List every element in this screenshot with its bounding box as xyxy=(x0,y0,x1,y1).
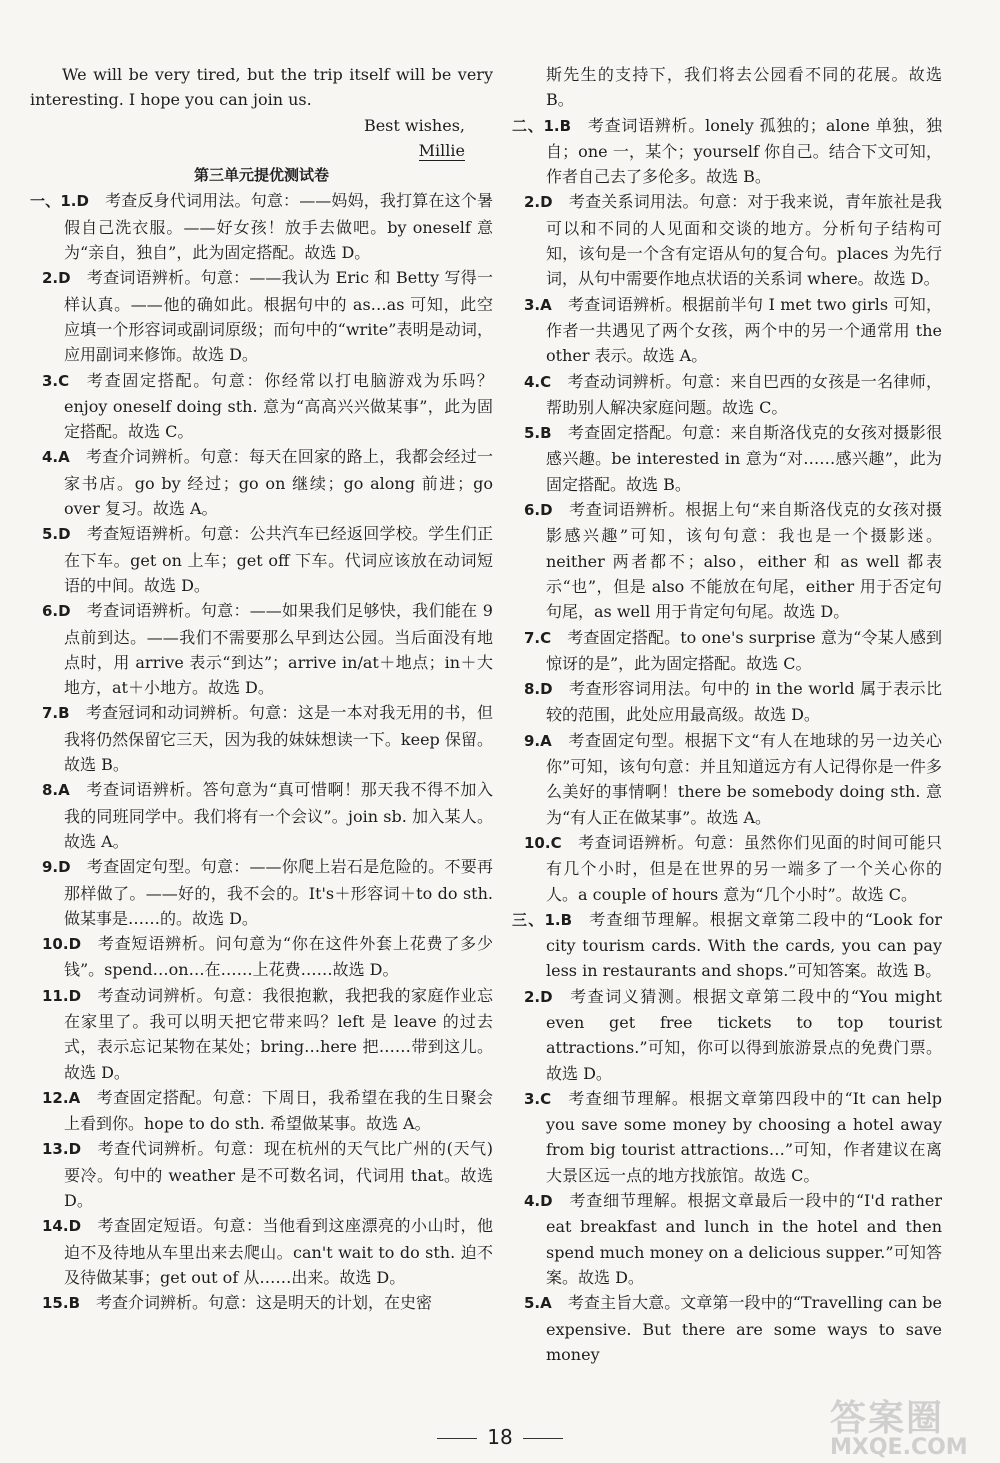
answer-item xyxy=(512,728,942,830)
answer-item xyxy=(30,854,493,931)
answer-item xyxy=(512,1290,942,1367)
answer-explanation: 考查词语辨析。句意：——如果我们足够快，我们能在 9 点前到达。——我们不需要那么早到达公园。当后面没有地点时，用 arrive 表示“到达”；arrive in/at＋地点；in＋大地方，at＋小地方。故选 D。 xyxy=(64,601,493,698)
answer-explanation: 考查固定句型。句意：——你爬上岩石是危险的。不要再那样做了。——好的，我不会的。It's＋形容词＋to do sth. 做某事是……的。故选 D。 xyxy=(64,857,493,928)
right-column xyxy=(512,62,942,1367)
part-label: 三、 xyxy=(512,910,545,929)
part-one-item-15-continuation: 斯先生的支持下，我们将去公园看不同的花展。故选 B。 xyxy=(546,65,942,110)
answer-explanation: 考查主旨大意。文章第一段中的“Travelling can be expensive. But there are some ways to save money xyxy=(546,1293,942,1364)
answer-explanation: 考查词语辨析。根据上句“来自斯洛伐克的女孩对摄影感兴趣”可知，该句句意：我也是一个摄影迷。neither 两者都不；also，either 和 as well 都表示“也”，但是 also 不能放在句尾，either 用于否定句句尾，as well 用于肯定句句尾。故选 D。 xyxy=(546,500,942,622)
answer-explanation: 考查词义猜测。根据文章第二段中的“You might even get free tickets to top tourist attractions.”可知，你可以得到旅游景点的免费门票。故选 D。 xyxy=(546,986,942,1083)
answer-number: 14.D xyxy=(42,1217,82,1236)
answer-explanation: 考查固定句型。根据下文“有人在地球的另一边关心你”可知，该句句意：并且知道远方有人记得你是一件多么美好的事情啊！there be somebody doing sth. 意为“有人正在做某事”。故选 A。 xyxy=(546,730,942,827)
answer-number: 7.C xyxy=(524,628,552,647)
answer-item xyxy=(512,676,942,728)
answer-number: 9.D xyxy=(42,858,71,877)
answer-explanation: 考查细节理解。根据文章第四段中的“It can help you save some money by choosing a hotel away from big tourist attractions…”可知，作者建议在离大景区远一点的地方找旅馆。故选 C。 xyxy=(546,1088,942,1185)
answer-item xyxy=(512,369,942,421)
answer-explanation: 考查短语辨析。问句意为“你在这件外套上花费了多少钱”。spend…on…在……上花费……故选 D。 xyxy=(64,934,493,980)
answer-number: 8.D xyxy=(524,680,553,699)
answer-number: 5.D xyxy=(42,525,71,544)
answer-item xyxy=(512,984,942,1086)
answer-explanation: 考查动词辨析。句意：来自巴西的女孩是一名律师，帮助别人解决家庭问题。故选 C。 xyxy=(546,371,942,417)
answer-number: 10.D xyxy=(42,935,82,954)
answer-item xyxy=(512,292,942,369)
answer-explanation: 考查动词辨析。句意：我很抱歉，我把我的家庭作业忘在家里了。我可以明天把它带来吗？left 是 leave 的过去式，表示忘记某物在某处；bring…here 把……带到这儿。故选 D。 xyxy=(64,985,493,1082)
answer-item xyxy=(512,625,942,677)
answer-item xyxy=(30,1213,493,1290)
answer-number: 10.C xyxy=(524,833,562,852)
letter-sign-off: Best wishes, xyxy=(363,115,465,135)
answer-item xyxy=(30,188,493,265)
answer-explanation: 考查词语辨析。句意：——我认为 Eric 和 Betty 写得一样认真。——他的确如此。根据句中的 as…as 可知，此空应填一个形容词或副词原级；而句中的“write”表明是动词，应用副词来修饰。故选 D。 xyxy=(64,268,493,365)
part-label: 二、 xyxy=(512,116,544,135)
answer-explanation: 考查固定搭配。句意：下周日，我希望在我的生日聚会上看到你。hope to do sth. 希望做某事。故选 A。 xyxy=(64,1087,493,1134)
answer-explanation: 考查固定搭配。句意：来自斯洛伐克的女孩对摄影很感兴趣。be interested in 意为“对……感兴趣”，此为固定搭配。故选 B。 xyxy=(546,423,942,494)
answer-explanation: 考查细节理解。根据文章最后一段中的“I'd rather eat breakfast and lunch in the hotel and then spend much money on a delicious supper.”可知答案。故选 D。 xyxy=(546,1191,942,1287)
answer-number: 4.C xyxy=(524,372,552,391)
answer-item xyxy=(512,1188,942,1290)
answer-explanation: 考查形容词用法。句中的 in the world 属于表示比较的范围，此处应用最高级。故选 D。 xyxy=(546,679,942,725)
answer-explanation: 考查词语辨析。根据前半句 I met two girls 可知，作者一共遇见了两个女孩，两个中的另一个通常用 the other 表示。故选 A。 xyxy=(546,294,942,366)
answer-explanation: 考查固定搭配。to one's surprise 意为“令某人感到惊讶的是”，此为固定搭配。故选 C。 xyxy=(546,627,942,673)
answer-number: 9.A xyxy=(524,731,552,750)
part-two-answers xyxy=(512,113,942,907)
answer-explanation: 考查代词辨析。句意：现在杭州的天气比广州的(天气)要冷。句中的 weather 是不可数名词，代词用 that。故选 D。 xyxy=(64,1139,493,1211)
answer-number: 11.D xyxy=(42,986,82,1005)
answer-item xyxy=(30,598,493,700)
answer-number: 1.B xyxy=(543,116,572,135)
answer-item xyxy=(512,189,942,291)
page-number: 18 xyxy=(0,1425,1000,1449)
answer-item xyxy=(512,830,942,907)
page-number-right-dash xyxy=(523,1438,563,1439)
left-column xyxy=(30,62,493,1317)
answer-explanation: 考查关系词用法。句意：对于我来说，青年旅社是我可以和不同的人见面和交谈的地方。分析句子结构可知，该句是一个含有定语从句的复合句。places 为先行词，从句中需要作地点状语的关系词 where。故选 D。 xyxy=(546,192,942,289)
part-label: 一、 xyxy=(30,192,61,211)
answer-item xyxy=(30,368,493,445)
answer-number: 6.D xyxy=(524,501,553,520)
answer-item xyxy=(512,907,942,984)
answer-explanation: 考查词语辨析。lonely 孤独的；alone 单独，独自；one 一，某个；yourself 你自己。结合下文可知，作者自己去了多伦多。故选 B。 xyxy=(546,115,942,187)
answer-item xyxy=(30,700,493,777)
answer-item xyxy=(30,444,493,521)
answer-number: 1.B xyxy=(544,910,573,929)
answer-item xyxy=(30,521,493,598)
section-title: 第三单元提优测试卷 xyxy=(193,166,329,185)
answer-item xyxy=(512,420,942,497)
watermark-site-text: MXQE.COM xyxy=(830,1435,968,1460)
answer-item xyxy=(512,497,942,624)
answer-number: 5.B xyxy=(524,424,552,443)
answer-number: 2.D xyxy=(524,193,553,212)
answer-number: 2.D xyxy=(42,269,71,288)
answer-explanation: 考查反身代词用法。句意：——妈妈，我打算在这个暑假自己洗衣服。——好女孩！放手去做吧。by oneself 意为“亲自，独自”，此为固定搭配。故选 D。 xyxy=(64,191,493,263)
answer-explanation: 考查细节理解。根据文章第二段中的“Look for city tourism cards. With the cards, you can pay less in restaurants and shops.”可知答案。故选 B。 xyxy=(546,909,942,981)
part-one-answers xyxy=(30,188,493,1316)
answer-item xyxy=(30,1136,493,1213)
answer-number: 4.A xyxy=(42,448,70,467)
answer-explanation: 考查冠词和动词辨析。句意：这是一本对我无用的书，但我将仍然保留它三天，因为我的妹妹想读一下。keep 保留。故选 B。 xyxy=(64,703,493,775)
answer-item xyxy=(30,1290,493,1316)
answer-number: 13.D xyxy=(42,1140,82,1159)
answer-explanation: 考查词语辨析。句意：虽然你们见面的时间可能只有几个小时，但是在世界的另一端多了一个关心你的人。a couple of hours 意为“几个小时”。故选 C。 xyxy=(546,832,942,904)
watermark-logo-text: 答案圈 xyxy=(830,1398,945,1439)
letter-signature: Millie xyxy=(418,140,465,160)
answer-number: 12.A xyxy=(42,1088,81,1107)
page-number-left-dash xyxy=(437,1438,477,1439)
answer-explanation: 考查词语辨析。答句意为“真可惜啊！那天我不得不加入我的同班同学中。我们将有一个会议”。join sb. 加入某人。故选 A。 xyxy=(64,780,493,851)
answer-item xyxy=(30,777,493,854)
answer-item xyxy=(30,931,493,983)
answer-explanation: 考查介词辨析。句意：这是明天的计划，在史密 xyxy=(96,1293,433,1313)
answer-number: 7.B xyxy=(42,704,70,723)
answer-explanation: 考查固定短语。句意：当他看到这座漂亮的小山时，他迫不及待地从车里出来去爬山。can't wait to do sth. 迫不及待做某事；get out of 从……出来。故选 D。 xyxy=(64,1216,493,1287)
answer-number: 3.C xyxy=(524,1089,552,1108)
answer-item xyxy=(30,1085,493,1137)
answer-number: 5.A xyxy=(524,1294,552,1313)
part-three-answers xyxy=(512,907,942,1367)
answer-number: 4.D xyxy=(524,1192,553,1211)
answer-explanation: 考查介词辨析。句意：每天在回家的路上，我都会经过一家书店。go by 经过；go on 继续；go along 前进；go over 复习。故选 A。 xyxy=(64,447,493,519)
answer-number: 2.D xyxy=(524,987,553,1006)
answer-number: 6.D xyxy=(42,602,71,621)
answer-number: 1.D xyxy=(60,192,89,211)
answer-explanation: 考查固定搭配。句意：你经常以打电脑游戏为乐吗？enjoy oneself doing sth. 意为“高高兴兴做某事”，此为固定搭配。故选 C。 xyxy=(64,370,493,442)
answer-explanation: 考查短语辨析。句意：公共汽车已经返回学校。学生们正在下车。get on 上车；get off 下车。代词应该放在动词短语的中间。故选 D。 xyxy=(64,524,493,595)
answer-number: 8.A xyxy=(42,781,70,800)
answer-number: 3.C xyxy=(42,371,70,390)
site-watermark xyxy=(830,1390,990,1460)
answer-number: 3.A xyxy=(524,295,552,314)
letter-closing-paragraph: We will be very tired, but the trip itself will be very interesting. I hope you can join us. xyxy=(30,65,493,110)
answer-item xyxy=(512,1086,942,1188)
answer-item xyxy=(30,265,493,367)
answer-item xyxy=(512,113,942,190)
answer-item xyxy=(30,983,493,1085)
answer-number: 15.B xyxy=(42,1294,81,1313)
